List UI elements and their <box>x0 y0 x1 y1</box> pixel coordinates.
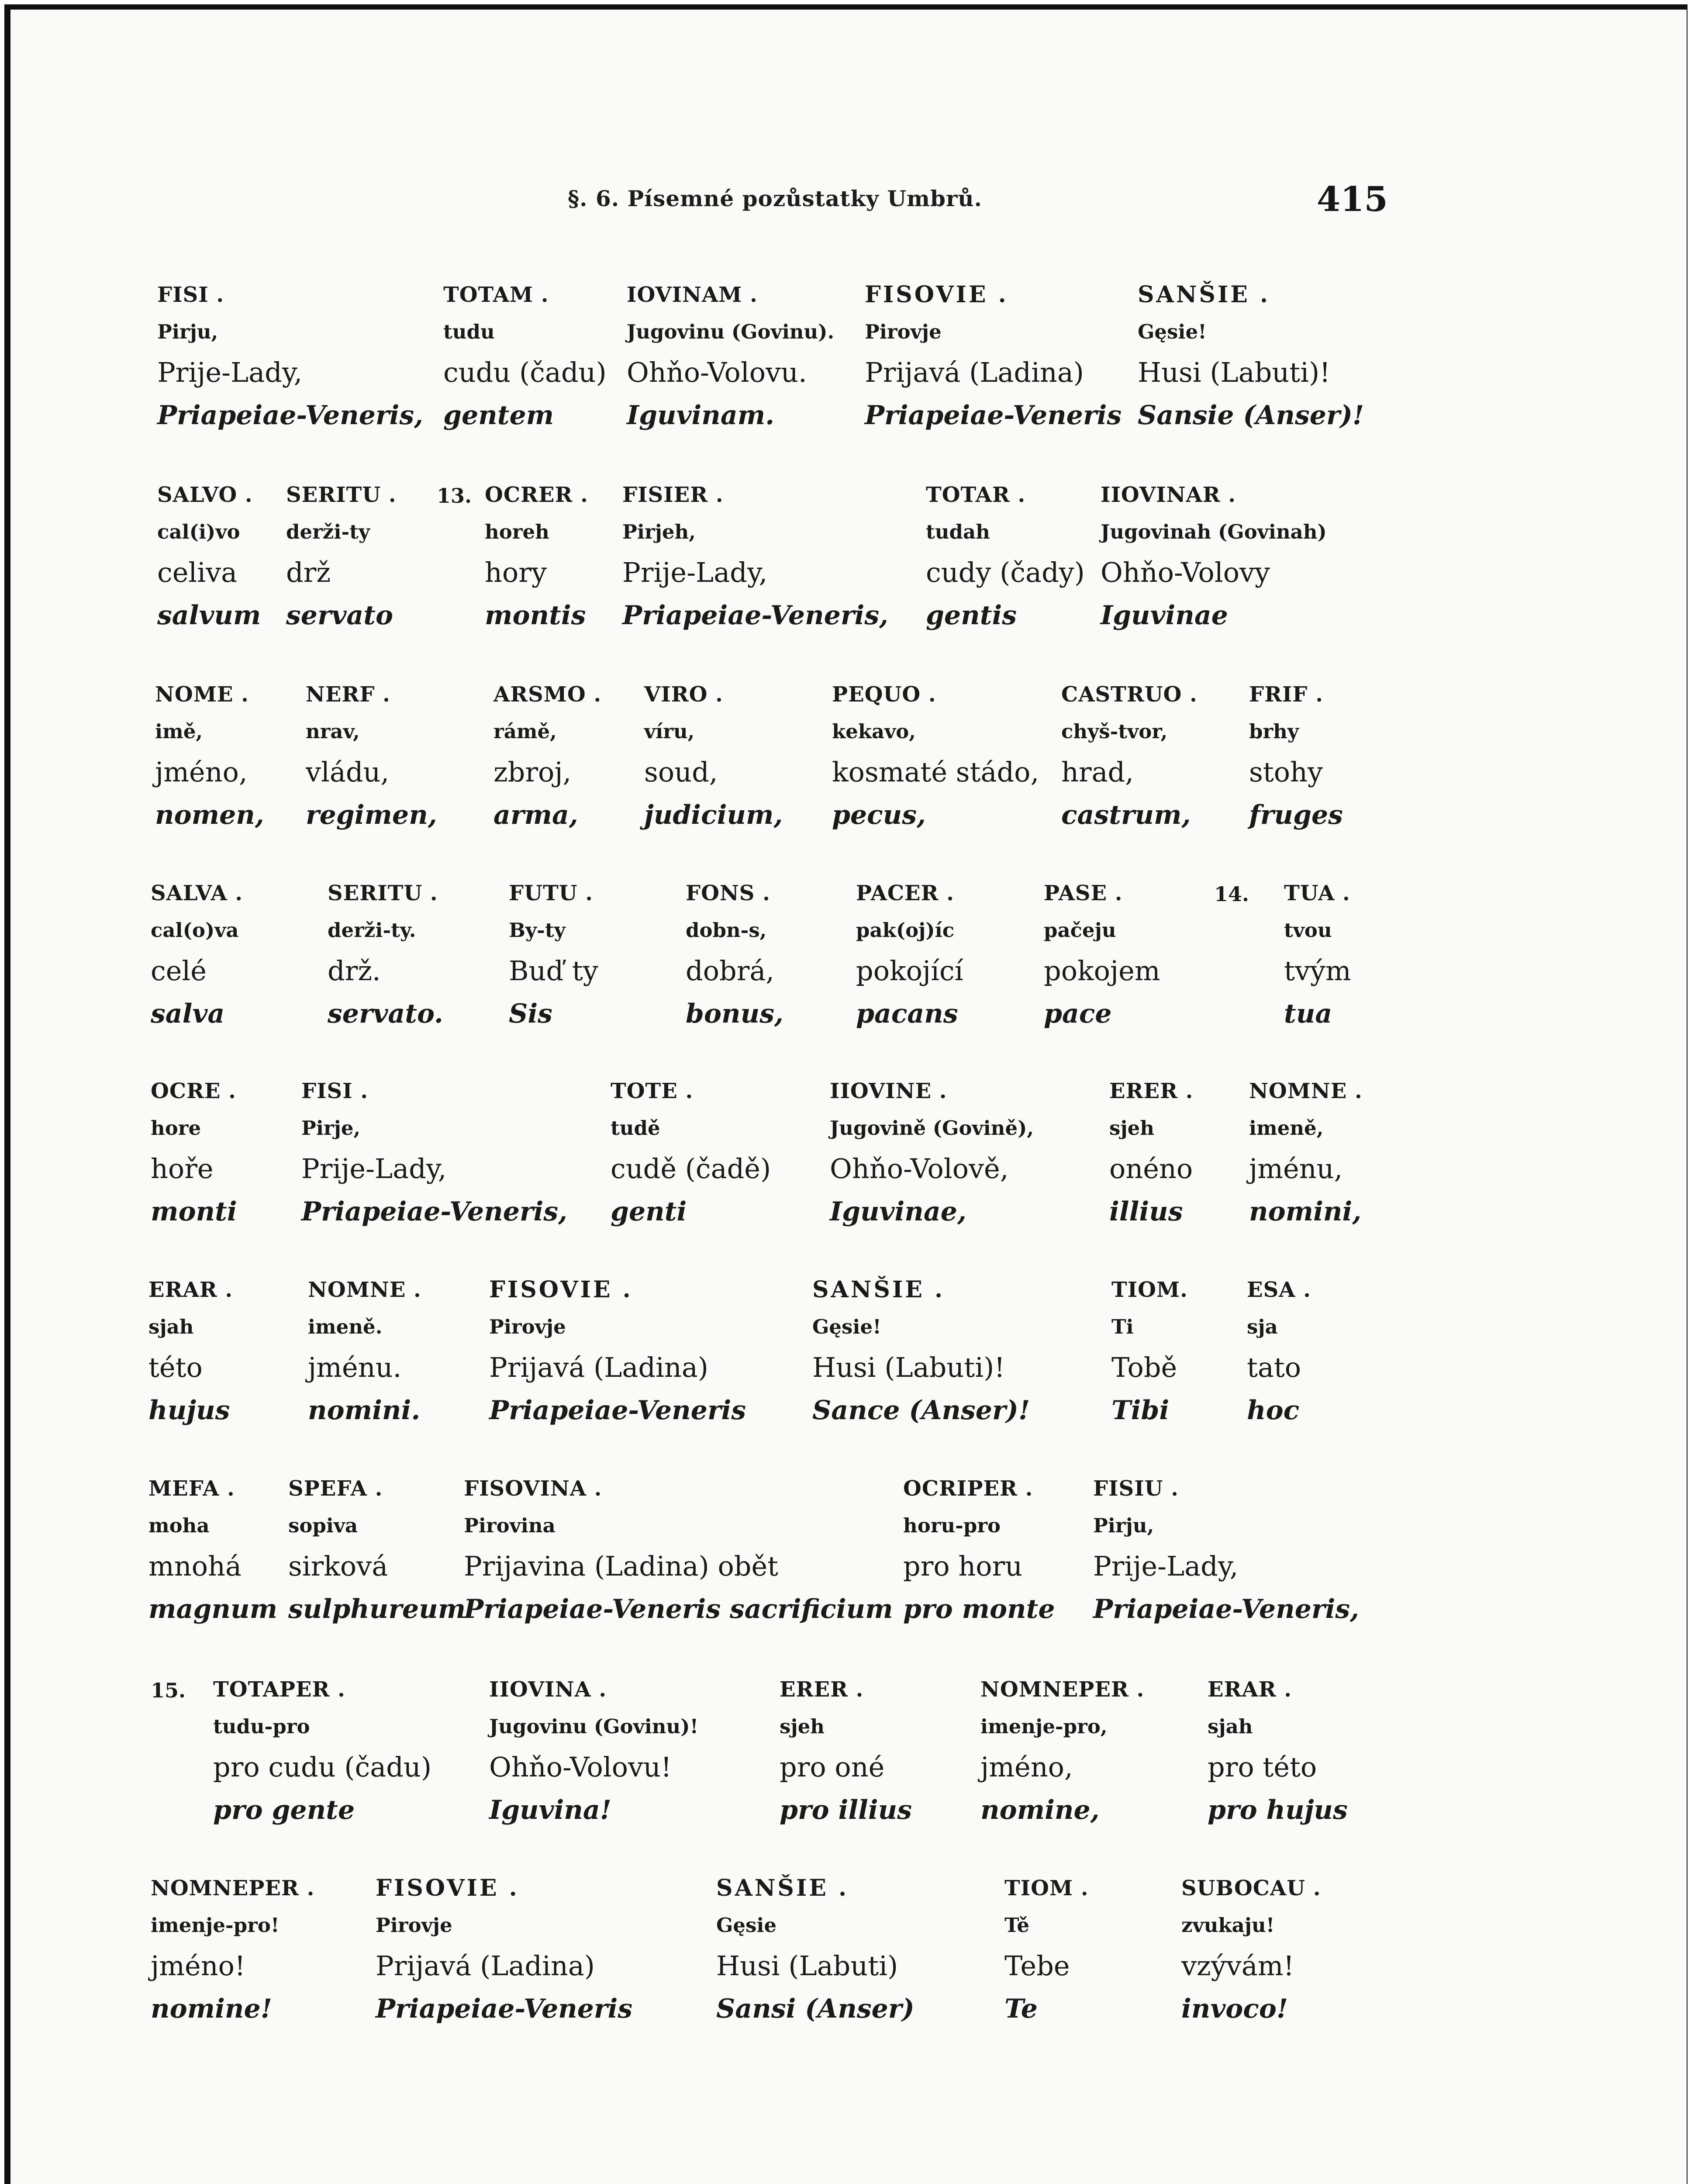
gloss-word: By-ty <box>509 919 566 942</box>
czech-word: onéno <box>1109 1153 1193 1185</box>
umbrian-word: SPEFA . <box>288 1476 383 1501</box>
latin-word: pro monte <box>903 1594 1055 1624</box>
gloss-word: sopiva <box>288 1514 358 1537</box>
czech-word: jménu. <box>308 1351 402 1383</box>
czech-word: Ohňo-Volově, <box>830 1153 1009 1185</box>
word-column <box>328 878 443 1038</box>
latin-word: fruges <box>1249 800 1343 830</box>
umbrian-word: NOMNEPER . <box>980 1677 1145 1702</box>
latin-word: pro illius <box>780 1795 912 1825</box>
text-block-5 <box>0 1076 1691 1251</box>
latin-word: Priapeiae-Veneris <box>489 1395 746 1426</box>
word-column <box>301 1076 567 1236</box>
latin-word: monti <box>151 1196 237 1227</box>
word-column <box>493 679 601 839</box>
latin-word: tua <box>1284 999 1332 1029</box>
gloss-word: zvukaju! <box>1181 1914 1275 1937</box>
czech-word: Ohňo-Volovu! <box>489 1751 672 1783</box>
gloss-word: dobn-s, <box>686 919 767 942</box>
gloss-word: imeně, <box>1249 1116 1324 1140</box>
gloss-word: Pirovje <box>865 320 942 343</box>
latin-word: Iguvinae <box>1101 600 1228 631</box>
latin-word: Priapeiae-Veneris, <box>157 400 423 431</box>
gloss-word: Pirju, <box>157 320 218 343</box>
gloss-word: Jugovinu (Govinu)! <box>489 1715 699 1738</box>
umbrian-word: TIOM. <box>1111 1278 1188 1302</box>
umbrian-word: OCRE . <box>151 1079 236 1103</box>
word-column <box>926 480 1085 639</box>
word-column <box>157 480 261 639</box>
czech-word: Prijavá (Ladina) <box>489 1351 708 1383</box>
czech-word: celé <box>151 955 207 987</box>
czech-word: pro horu <box>903 1550 1023 1582</box>
gloss-word: horu-pro <box>903 1514 1001 1537</box>
latin-word: Priapeiae-Veneris <box>865 400 1122 431</box>
word-column <box>148 1473 277 1633</box>
gloss-word: pačeju <box>1044 919 1116 942</box>
czech-word: stohy <box>1249 756 1323 788</box>
czech-word: jméno! <box>151 1950 245 1982</box>
gloss-word: sjah <box>148 1315 194 1338</box>
czech-word: Tebe <box>1004 1950 1070 1982</box>
gloss-word: Gęsie! <box>1138 320 1207 343</box>
word-column <box>286 480 397 639</box>
umbrian-word: IIOVINE . <box>830 1079 947 1103</box>
latin-word: Iguvina! <box>489 1795 612 1825</box>
word-column <box>856 878 963 1038</box>
gloss-word: tvou <box>1284 919 1332 942</box>
umbrian-word: CASTRUO . <box>1061 682 1198 707</box>
umbrian-word: FISI . <box>157 283 224 307</box>
word-column <box>812 1275 1030 1434</box>
word-column <box>151 1076 237 1236</box>
page-number: 415 <box>1317 180 1388 219</box>
umbrian-word: ARSMO . <box>493 682 602 707</box>
word-column <box>1249 1076 1363 1236</box>
umbrian-word: NOMNEPER . <box>151 1876 315 1901</box>
umbrian-word: SERITU . <box>286 483 397 507</box>
czech-word: Buď ty <box>509 955 598 987</box>
czech-word: Husi (Labuti)! <box>1138 356 1331 388</box>
gloss-word: nrav, <box>306 720 360 743</box>
word-column <box>306 679 437 839</box>
gloss-word: imeně. <box>308 1315 383 1338</box>
gloss-word: cal(i)vo <box>157 520 240 543</box>
umbrian-word: FISOVIE . <box>865 281 1008 308</box>
umbrian-word: ERAR . <box>1208 1677 1292 1702</box>
latin-word: regimen, <box>306 800 437 830</box>
czech-word: této <box>148 1351 203 1383</box>
gloss-word: pak(oj)íc <box>856 919 955 942</box>
umbrian-word: NOMNE . <box>308 1278 421 1302</box>
umbrian-word: NERF . <box>306 682 390 707</box>
gloss-word: Jugovinu (Govinu). <box>627 320 835 343</box>
czech-word: jménu, <box>1249 1153 1343 1185</box>
gloss-word: Pirovje <box>376 1914 452 1937</box>
umbrian-word: FISOVINA . <box>464 1476 602 1501</box>
czech-word: jméno, <box>155 756 248 788</box>
word-column <box>622 480 888 639</box>
word-column <box>716 1873 915 2033</box>
latin-word: invoco! <box>1181 1994 1288 2024</box>
latin-word: Sansie (Anser)! <box>1138 400 1364 431</box>
umbrian-word: TIOM . <box>1004 1876 1089 1901</box>
word-column <box>1101 480 1327 639</box>
latin-word: pacans <box>856 999 958 1029</box>
word-column <box>1004 1873 1089 2033</box>
umbrian-word: IIOVINAR . <box>1101 483 1236 507</box>
latin-word: pace <box>1044 999 1112 1029</box>
umbrian-word: FUTU . <box>509 881 593 905</box>
text-block-7 <box>0 1473 1691 1648</box>
latin-word: Priapeiae-Veneris, <box>301 1196 567 1227</box>
latin-word: Priapeiae-Veneris sacrificium <box>464 1594 893 1624</box>
umbrian-word: FISOVIE . <box>376 1875 519 1901</box>
word-column <box>980 1674 1144 1834</box>
umbrian-word: FISIER . <box>622 483 724 507</box>
umbrian-word: PACER . <box>856 881 954 905</box>
czech-word: drž. <box>328 955 381 987</box>
text-block-9 <box>0 1873 1691 2048</box>
latin-word: nomine, <box>980 1795 1100 1825</box>
czech-word: Ohňo-Volovy <box>1101 556 1270 588</box>
text-block-6 <box>0 1275 1691 1449</box>
latin-word: Priapeiae-Veneris, <box>622 600 888 631</box>
word-column <box>1111 1275 1188 1434</box>
czech-word: pro této <box>1208 1751 1317 1783</box>
word-column <box>489 1275 746 1434</box>
czech-word: Ohňo-Volovu. <box>627 356 807 388</box>
czech-word: cudy (čady) <box>926 556 1085 588</box>
umbrian-word: SANŠIE . <box>812 1276 945 1303</box>
word-column <box>376 1873 632 2033</box>
latin-word: Sis <box>509 999 552 1029</box>
umbrian-word: SANŠIE . <box>1138 281 1270 308</box>
czech-word: dobrá, <box>686 955 775 987</box>
czech-word: Prije-Lady, <box>157 356 303 388</box>
umbrian-word: ERER . <box>1109 1079 1194 1103</box>
latin-word: hoc <box>1247 1395 1300 1426</box>
word-column <box>1138 280 1364 439</box>
word-column <box>464 1473 893 1633</box>
word-column <box>832 679 1039 839</box>
umbrian-word: NOMNE . <box>1249 1079 1363 1103</box>
umbrian-word: IIOVINA . <box>489 1677 607 1702</box>
umbrian-word: FISOVIE . <box>489 1276 633 1303</box>
word-column <box>288 1473 466 1633</box>
gloss-word: moha <box>148 1514 210 1537</box>
word-column <box>644 679 783 839</box>
umbrian-word: TOTAPER . <box>213 1677 345 1702</box>
gloss-word: sjeh <box>780 1715 825 1738</box>
umbrian-word: MEFA . <box>148 1476 235 1501</box>
latin-word: montis <box>485 600 586 631</box>
czech-word: jméno, <box>980 1751 1073 1783</box>
gloss-word: rámě, <box>493 720 557 743</box>
gloss-word: brhy <box>1249 720 1299 743</box>
latin-word: nomini, <box>1249 1196 1362 1227</box>
umbrian-word: TOTE . <box>611 1079 694 1103</box>
gloss-word: hore <box>151 1116 201 1140</box>
czech-word: pro oné <box>780 1751 885 1783</box>
czech-word: hoře <box>151 1153 214 1185</box>
text-block-8 <box>0 1674 1691 1849</box>
latin-word: magnum <box>148 1594 278 1624</box>
czech-word: zbroj, <box>493 756 572 788</box>
czech-word: Prijavina (Ladina) obět <box>464 1550 779 1582</box>
gloss-word: chyš-tvor, <box>1061 720 1168 743</box>
gloss-word: sjeh <box>1109 1116 1154 1140</box>
gloss-word: cal(o)va <box>151 919 239 942</box>
word-column <box>151 878 243 1038</box>
gloss-word: Gęsie! <box>812 1315 881 1338</box>
word-column <box>155 679 264 839</box>
latin-word: salvum <box>157 600 261 631</box>
latin-word: Te <box>1004 1994 1038 2024</box>
umbrian-word: ERER . <box>780 1677 864 1702</box>
umbrian-word: SERITU . <box>328 881 438 905</box>
czech-word: Tobě <box>1111 1351 1177 1383</box>
latin-word: nomini. <box>308 1395 421 1426</box>
umbrian-word: TOTAM . <box>443 283 549 307</box>
gloss-word: tudu <box>443 320 495 343</box>
gloss-word: imenje-pro, <box>980 1715 1108 1738</box>
latin-word: judicium, <box>644 800 783 830</box>
czech-word: cudu (čadu) <box>443 356 607 388</box>
verse-number: 13. <box>437 484 472 508</box>
umbrian-word: FRIF . <box>1249 682 1323 707</box>
umbrian-word: PASE . <box>1044 881 1123 905</box>
word-column <box>1044 878 1160 1038</box>
umbrian-word: FONS . <box>686 881 770 905</box>
running-title: §. 6. Písemné pozůstatky Umbrů. <box>568 186 983 211</box>
czech-word: mnohá <box>148 1550 242 1582</box>
latin-word: servato. <box>328 999 443 1029</box>
gloss-word: derži-ty. <box>328 919 416 942</box>
gloss-word: Gęsie <box>716 1914 777 1937</box>
latin-word: castrum, <box>1061 800 1191 830</box>
umbrian-word: ERAR . <box>148 1278 233 1302</box>
gloss-word: Ti <box>1111 1315 1134 1338</box>
text-block-3 <box>0 679 1691 854</box>
umbrian-word: FISI . <box>301 1079 369 1103</box>
word-column <box>1093 1473 1359 1633</box>
gloss-word: imenje-pro! <box>151 1914 280 1937</box>
word-column <box>780 1674 912 1834</box>
umbrian-word: TUA . <box>1284 881 1350 905</box>
umbrian-word: OCRIPER . <box>903 1476 1033 1501</box>
gloss-word: derži-ty <box>286 520 370 543</box>
gloss-word: Pirjeh, <box>622 520 696 543</box>
latin-word: Sansi (Anser) <box>716 1994 915 2024</box>
umbrian-word: TOTAR . <box>926 483 1026 507</box>
czech-word: cudě (čadě) <box>611 1153 771 1185</box>
latin-word: nomine! <box>151 1994 273 2024</box>
gloss-word: kekavo, <box>832 720 916 743</box>
gloss-word: tudu-pro <box>213 1715 310 1738</box>
latin-word: pro gente <box>213 1795 355 1825</box>
gloss-word: horeh <box>485 520 549 543</box>
page-header <box>0 180 1691 225</box>
gloss-word: sja <box>1247 1315 1278 1338</box>
czech-word: Prije-Lady, <box>622 556 768 588</box>
czech-word: pro cudu (čadu) <box>213 1751 432 1783</box>
word-column <box>443 280 607 439</box>
word-column <box>1247 1275 1311 1434</box>
gloss-word: sjah <box>1208 1715 1253 1738</box>
latin-word: Priapeiae-Veneris <box>376 1994 633 2024</box>
word-column <box>1061 679 1198 839</box>
umbrian-word: PEQUO . <box>832 682 936 707</box>
czech-word: kosmaté stádo, <box>832 756 1039 788</box>
verse-number: 14. <box>1214 882 1249 906</box>
word-column <box>1249 679 1343 839</box>
czech-word: vládu, <box>306 756 390 788</box>
gloss-word: imě, <box>155 720 203 743</box>
gloss-word: Jugovině (Govině), <box>830 1116 1034 1140</box>
czech-word: pokojící <box>856 955 963 987</box>
latin-word: Tibi <box>1111 1395 1170 1426</box>
umbrian-word: SALVA . <box>151 881 243 905</box>
text-block-1 <box>0 280 1691 454</box>
latin-word: bonus, <box>686 999 783 1029</box>
czech-word: drž <box>286 556 331 588</box>
word-column <box>903 1473 1055 1633</box>
text-block-2 <box>0 480 1691 654</box>
word-column <box>509 878 598 1038</box>
word-column <box>1181 1873 1321 2033</box>
gloss-word: tudě <box>611 1116 660 1140</box>
umbrian-word: NOME . <box>155 682 249 707</box>
word-column <box>865 280 1122 439</box>
latin-word: gentis <box>926 600 1017 631</box>
latin-word: Iguvinam. <box>627 400 775 431</box>
word-column <box>686 878 783 1038</box>
latin-word: arma, <box>493 800 578 830</box>
word-column <box>489 1674 698 1834</box>
umbrian-word: OCRER . <box>485 483 588 507</box>
latin-word: Priapeiae-Veneris, <box>1093 1594 1359 1624</box>
umbrian-word: SALVO . <box>157 483 253 507</box>
czech-word: Husi (Labuti) <box>716 1950 898 1982</box>
latin-word: hujus <box>148 1395 230 1426</box>
word-column <box>308 1275 421 1434</box>
umbrian-word: SANŠIE . <box>716 1875 849 1901</box>
word-column <box>485 480 588 639</box>
word-column <box>1109 1076 1193 1236</box>
latin-word: pecus, <box>832 800 926 830</box>
umbrian-word: IOVINAM . <box>627 283 758 307</box>
czech-word: Prije-Lady, <box>301 1153 447 1185</box>
word-column <box>1208 1674 1348 1834</box>
latin-word: Iguvinae, <box>830 1196 966 1227</box>
latin-word: servato <box>286 600 393 631</box>
word-column <box>213 1674 431 1834</box>
gloss-word: Tě <box>1004 1914 1029 1937</box>
latin-word: salva <box>151 999 225 1029</box>
umbrian-word: ESA . <box>1247 1278 1311 1302</box>
word-column <box>1284 878 1351 1038</box>
umbrian-word: FISIU . <box>1093 1476 1179 1501</box>
word-column <box>611 1076 771 1236</box>
czech-word: Prijavá (Ladina) <box>865 356 1084 388</box>
gloss-word: Pirju, <box>1093 1514 1154 1537</box>
latin-word: sulphureum <box>288 1594 466 1624</box>
gloss-word: Pirovina <box>464 1514 556 1537</box>
czech-word: sirková <box>288 1550 388 1582</box>
czech-word: Prije-Lady, <box>1093 1550 1239 1582</box>
latin-word: pro hujus <box>1208 1795 1348 1825</box>
word-column <box>151 1873 314 2033</box>
gloss-word: víru, <box>644 720 695 743</box>
czech-word: Husi (Labuti)! <box>812 1351 1005 1383</box>
gloss-word: tudah <box>926 520 990 543</box>
gloss-word: Jugovinah (Govinah) <box>1101 520 1327 543</box>
text-block-4 <box>0 878 1691 1053</box>
latin-word: genti <box>611 1196 687 1227</box>
latin-word: nomen, <box>155 800 264 830</box>
czech-word: hrad, <box>1061 756 1134 788</box>
latin-word: gentem <box>443 400 554 431</box>
czech-word: vzývám! <box>1181 1950 1294 1982</box>
czech-word: tvým <box>1284 955 1351 987</box>
word-column <box>148 1275 233 1434</box>
gloss-word: Pirovje <box>489 1315 566 1338</box>
czech-word: soud, <box>644 756 718 788</box>
czech-word: hory <box>485 556 547 588</box>
czech-word: celiva <box>157 556 238 588</box>
word-column <box>627 280 834 439</box>
czech-word: tato <box>1247 1351 1301 1383</box>
word-column <box>830 1076 1034 1236</box>
czech-word: pokojem <box>1044 955 1160 987</box>
latin-word: illius <box>1109 1196 1183 1227</box>
verse-number: 15. <box>151 1679 186 1702</box>
word-column <box>157 280 423 439</box>
gloss-word: Pirje, <box>301 1116 361 1140</box>
umbrian-word: SUBOCAU . <box>1181 1876 1321 1901</box>
czech-word: Prijavá (Ladina) <box>376 1950 595 1982</box>
latin-word: Sance (Anser)! <box>812 1395 1030 1426</box>
umbrian-word: VIRO . <box>644 682 723 707</box>
